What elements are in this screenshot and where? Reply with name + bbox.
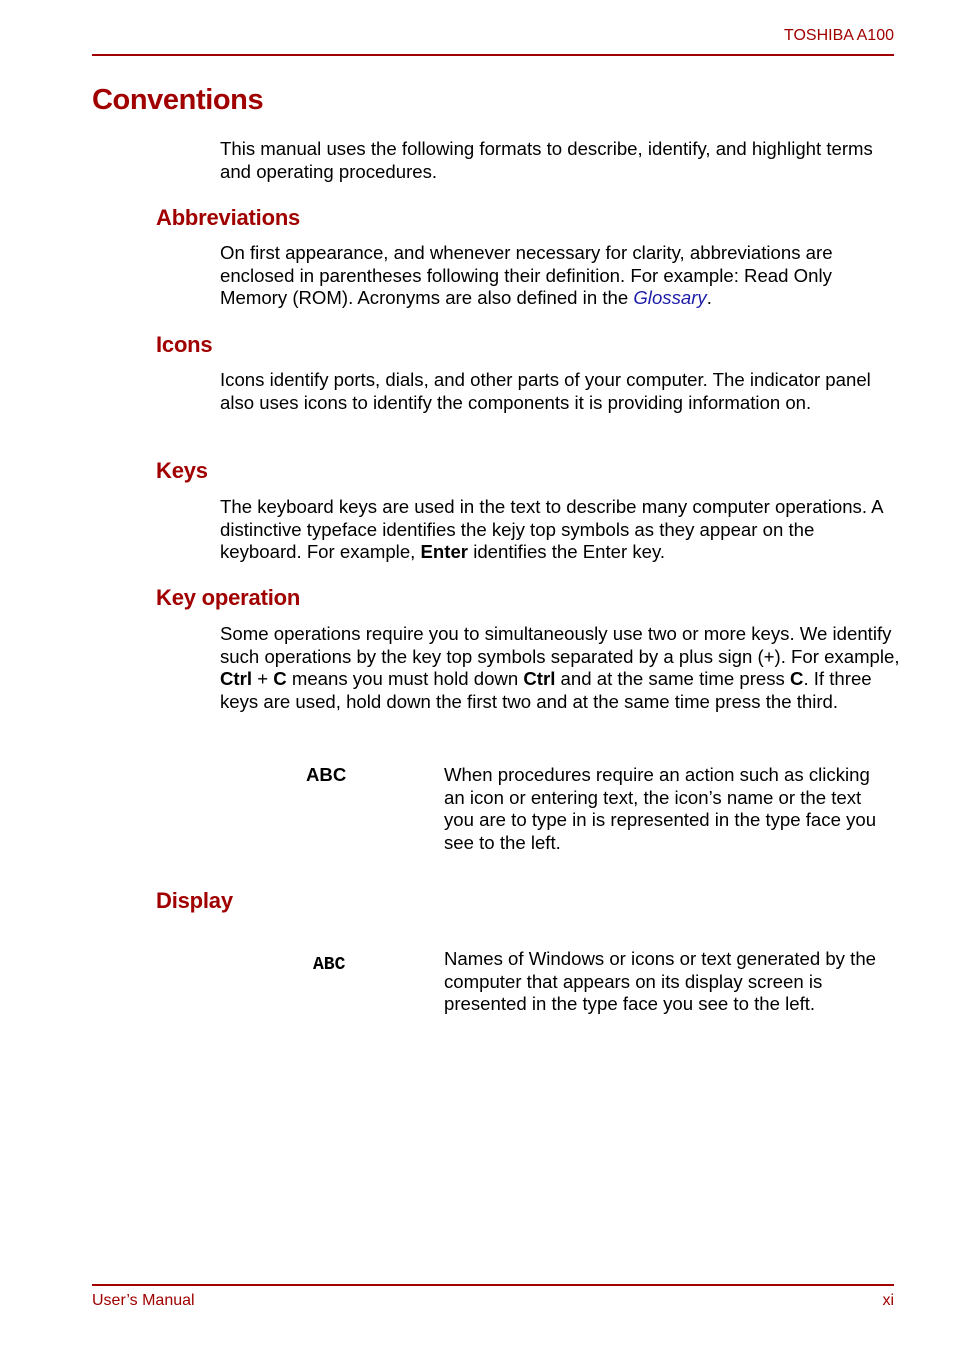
heading-keys: Keys <box>156 458 208 483</box>
keys-text-1: The keyboard keys are used in the text to describe many computer operations. A distinctive typeface identifies the kejy top symbols as they appear on the keyboard. For example, <box>220 496 883 563</box>
key-op-text-5: . If three keys are used, hold down the first two and at the same time press the third. <box>220 668 872 713</box>
keys-bold-enter: Enter <box>420 541 469 563</box>
abbreviations-text-end: . <box>706 287 712 309</box>
key-op-text-3: means you must hold down <box>286 668 524 690</box>
footer-rule <box>92 1284 894 1286</box>
running-header: TOSHIBA A100 <box>784 27 894 44</box>
key-op-text-2: + <box>252 668 274 690</box>
running-footer <box>92 1292 894 1310</box>
key-operation-paragraph <box>220 623 900 714</box>
page-title: Conventions <box>92 84 264 116</box>
heading-key-operation: Key operation <box>156 585 301 610</box>
keys-paragraph <box>220 496 900 564</box>
keys-text-2: identifies the Enter key. <box>468 541 666 563</box>
footer-manual-title: User’s Manual <box>92 1292 195 1309</box>
glossary-link[interactable]: Glossary <box>633 287 707 309</box>
display-example-label: ABC <box>313 955 346 975</box>
page-number: xi <box>882 1292 894 1309</box>
key-op-bold-3: Ctrl <box>523 668 556 690</box>
abbreviations-paragraph <box>220 242 900 310</box>
key-op-text-1: Some operations require you to simultaneously use two or more keys. We identify such operations by the key top symbols separated by a plus sign (+). For example, <box>220 623 900 667</box>
key-op-bold-4: C <box>790 668 804 690</box>
abbreviations-text: On first appearance, and whenever necessary for clarity, abbreviations are enclosed in parentheses following their definition. For example: Read Only Memory (ROM). Acronyms are also defined in the <box>220 242 833 309</box>
intro-paragraph: This manual uses the following formats to describe, identify, and highlight terms and operating procedures. <box>220 138 873 182</box>
display-example-text: Names of Windows or icons or text generated by the computer that appears on its display screen is presented in the type face you see to the left. <box>444 948 876 1015</box>
key-op-bold-2: C <box>273 668 287 690</box>
key-op-bold-1: Ctrl <box>220 668 253 690</box>
key-operation-example-text: When procedures require an action such as clicking an icon or entering text, the icon’s name or the text you are to type in is represented in the type face you see to the left. <box>444 764 877 854</box>
icons-paragraph: Icons identify ports, dials, and other parts of your computer. The indicator panel also uses icons to identify the components it is providing information on. <box>220 369 871 413</box>
heading-display: Display <box>156 888 233 913</box>
key-op-text-4: and at the same time press <box>555 668 790 690</box>
header-rule <box>92 54 894 56</box>
key-operation-example-label: ABC <box>306 764 347 785</box>
heading-abbreviations: Abbreviations <box>156 205 301 230</box>
heading-icons: Icons <box>156 332 213 357</box>
